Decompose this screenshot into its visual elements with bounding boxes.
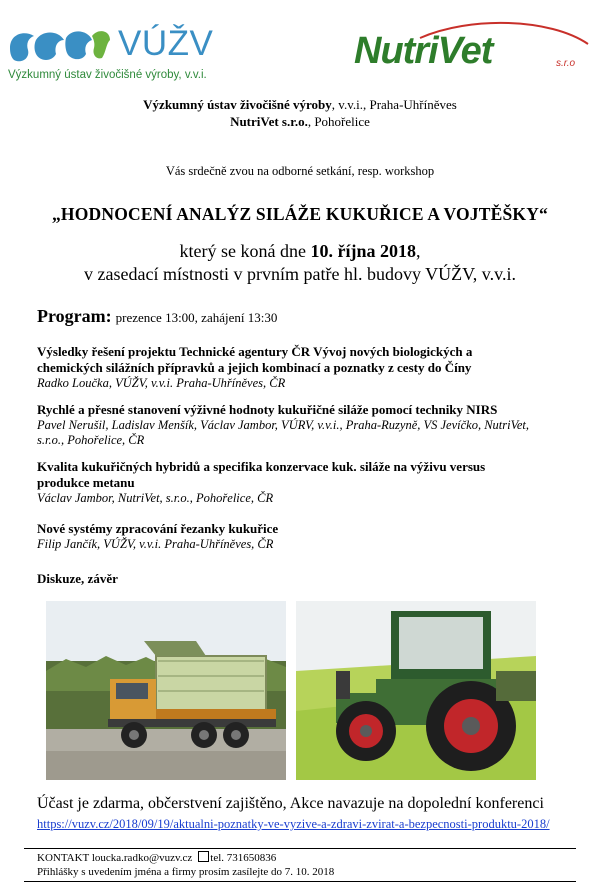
program-item-title: chemických silážních přípravků a jejich kombinací a poznatky z cesty do Číny	[37, 360, 472, 375]
program-item-authors: s.r.o., Pohořelice, ČR	[37, 433, 145, 447]
program-item-title: Nové systémy zpracování řezanky kukuřice	[37, 521, 279, 536]
program-item-authors: Filip Jančík, VÚŽV, v.v.i. Praha-Uhříněves, ČR	[37, 537, 274, 551]
organizer-line-2	[0, 114, 600, 130]
program-closing-text: Diskuze, závěr	[37, 571, 118, 586]
program-item-title: Kvalita kukuřičných hybridů a specifika konzervace kuk. siláže na výživu versus	[37, 459, 486, 474]
animal-silhouettes-icon	[6, 26, 112, 68]
organizer-line-1	[0, 97, 600, 113]
organizer-1-name: Výzkumný ústav živočišné výroby	[143, 97, 332, 112]
harvest-truck-photo	[46, 601, 286, 780]
participation-note: Účast je zdarma, občerstvení zajištěno, Akce navazuje na dopolední konferenci	[37, 795, 544, 812]
contact-email[interactable]: loucka.radko@vuzv.cz	[91, 852, 193, 864]
event-title: „HODNOCENÍ ANALÝZ SILÁŽE KUKUŘICE A VOJTĚŠKY“	[51, 204, 548, 224]
contact-label: KONTAKT	[37, 852, 90, 864]
program-item-title: Rychlé a přesné stanovení výživné hodnoty kukuřičné siláže pomocí techniky NIRS	[37, 402, 498, 417]
organizer-2-location: , Pohořelice	[307, 114, 370, 129]
program-item-authors: Václav Jambor, NutriVet, s.r.o., Pohořelice, ČR	[37, 491, 274, 505]
organizer-1-location: , v.v.i., Praha-Uhříněves	[331, 97, 457, 112]
phone-icon	[198, 851, 209, 862]
venue-line: v zasedací místnosti v prvním patře hl. budovy VÚŽV, v.v.i.	[84, 264, 516, 284]
program-item	[37, 521, 567, 552]
conference-link[interactable]: https://vuzv.cz/2018/09/19/aktualni-poznatky-ve-vyzive-a-zdravi-zvirat-a-bezpecnosti-produktu-2018/	[37, 817, 550, 831]
nutrivet-logo-suffix: s.r.o	[556, 58, 576, 69]
organizer-2-name: NutriVet s.r.o.	[230, 114, 308, 129]
bottom-divider	[24, 881, 576, 882]
program-item-authors: Radko Loučka, VÚŽV, v.v.i. Praha-Uhříněves, ČR	[37, 376, 286, 390]
program-item	[37, 459, 567, 506]
program-item-title: Výsledky řešení projektu Technické agentury ČR Vývoj nových biologických a	[37, 344, 473, 359]
program-label: Program:	[37, 306, 112, 326]
footer-divider	[24, 848, 576, 849]
contact-line	[37, 851, 276, 864]
program-item	[37, 344, 567, 391]
registration-note: Přihlášky s uvedením jména a firmy prosím zasílejte do 7. 10. 2018	[37, 866, 335, 878]
vuzv-logo-text: VÚŽV	[118, 24, 214, 63]
nutrivet-logo-text: NutriVet	[354, 30, 493, 72]
program-item-authors: Pavel Nerušil, Ladislav Menšík, Václav Jambor, VÚRV, v.v.i., Praha-Ruzyně, VS Jevíčko, NutriVet,	[37, 418, 530, 432]
contact-phone: tel. 731650836	[210, 852, 277, 864]
date-suffix: ,	[415, 241, 421, 261]
nutrivet-logo	[350, 16, 595, 78]
program-item-title: produkce metanu	[37, 475, 135, 490]
event-date: 10. října 2018	[310, 241, 416, 261]
program-heading	[37, 306, 277, 327]
vuzv-logo-tagline: Výzkumný ústav živočišné výroby, v.v.i.	[8, 69, 207, 81]
tractor-photo	[296, 601, 536, 780]
program-item	[37, 402, 567, 448]
date-line	[0, 241, 600, 262]
invitation-text: Vás srdečně zvou na odborné setkání, resp. workshop	[165, 164, 435, 178]
program-timing: prezence 13:00, zahájení 13:30	[115, 310, 278, 325]
date-prefix: který se koná dne	[179, 241, 311, 261]
vuzv-logo	[6, 22, 246, 88]
program-closing	[37, 571, 567, 587]
